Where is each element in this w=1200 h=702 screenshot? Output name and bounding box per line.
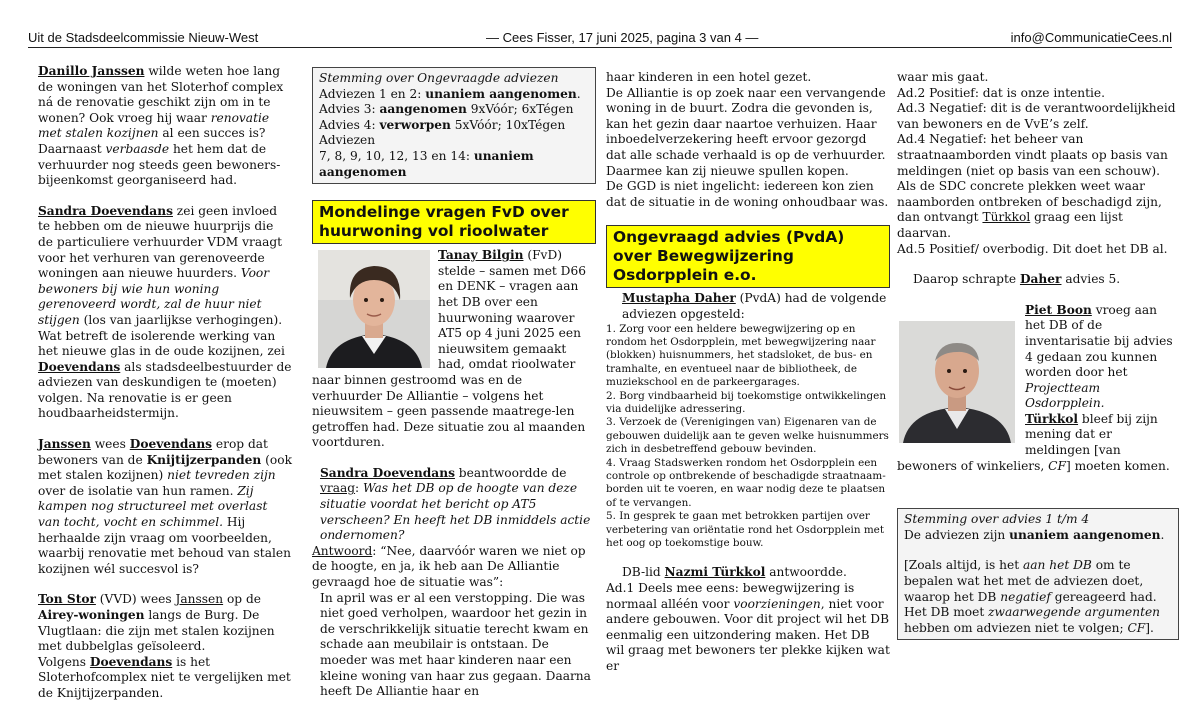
advice-item-2: 2. Borg vindbaarheid bij toekomstige ontwikkelingen via duidelijke adressering. (606, 389, 887, 415)
ad1-text: Ad.1 Deels mee eens: bewegwijzering is normaal alléén voor voorzieningen, niet voor andere gebouwen. Voor dit project wil het DB eenmalig een uitzondering maken. Het DB wil graag met bewoners ter plekke kijken wat er (606, 581, 890, 673)
vote-box-title: Stemming over Ongevraagde adviezen (319, 71, 559, 85)
column-1 (30, 64, 292, 702)
advice-item-4: 4. Vraag Stadswerken rondom het Osdorpplein een controle op ontbrekende of beschadigde straatnaam-borden uit te voeren, en waar nodig deze te plaatsen of te vervangen. (606, 456, 886, 509)
turkkol-reply: Türkkol bleef bij zijn mening dat er meldingen [van bewoners of winkeliers, CF] moeten komen. (897, 411, 1170, 473)
para-stor-airey: Ton Stor (VVD) wees Janssen op de Airey-woningen langs de Burg. De Vlugtlaan: die zijn met stalen kozijnen met dubbelglas geïsoleerd. (38, 592, 275, 654)
doevendans-answer-intro: Sandra Doevendans beantwoordde de vraag: Was het DB op de hoogte van deze situatie voordat het bericht op AT5 verscheen? En heeft het DB inmiddels actie ondernomen? (320, 465, 591, 543)
bilgin-question-text: Tanay Bilgin (FvD) stelde – samen met D66 en DENK – vragen aan het DB over een huurwoning waarover AT5 op 4 juni 2025 een nieuwsitem gemaakt had, omdat rioolwater naar binnen gestroomd was en de verhuurder De Alliantie – volgens het nieuwsitem – geen passende maatrege-len getroffen had. Deze situatie zou al maanden voortduren. (312, 248, 586, 450)
para-doevendans-compare: Volgens Doevendans is het Sloterhofcomplex niet te vergelijken met de Knijtijzerpanden. (38, 654, 291, 700)
vote-result: De adviezen zijn unaniem aangenomen. (904, 527, 1165, 542)
advice-list (606, 323, 890, 551)
fvd-question-block (312, 248, 596, 451)
section-heading-pvda: Ongevraagd advies (PvdA) over Bewegwijzering Osdorpplein e.o. (606, 225, 890, 288)
portrait-man-icon (318, 250, 430, 368)
schrapte-text: Daarop schrapte Daher advies 5. (913, 272, 1121, 287)
para-doevendans-rent: Sandra Doevendans zei geen invloed te hebben om de nieuwe huurprijs die de particuliere verhuurder VDM vraagt voor het verhuren van gerenoveerde woningen aan nieuwe huurders. Voor bewoners bij wie hun woning gerenoveerd wordt, zal de huur niet stijgen (los van jaarlijkse verhogingen). (38, 203, 283, 327)
header-author-date: — Cees Fisser, 17 juni 2025, pagina 3 van 4 — (486, 30, 759, 45)
photo-tanay-bilgin (318, 250, 430, 368)
sdc-text: Als de SDC concrete plekken weet waar naamborden ontbreken of beschadigd zijn, dan ontvangt Türkkol graag een lijst daarvan. (897, 179, 1162, 240)
editor-note: [Zoals altijd, is het aan het DB om te bepalen wat het met de adviezen doet, waarop het DB negatief gereageerd had. Het DB moet zwaarwegende argumenten hebben om adviezen niet te volgen; CF]. (904, 558, 1161, 635)
vote-line-4: Adviezen (319, 133, 376, 148)
vote-line-3: Advies 4: verworpen 5xVóór; 10xTégen (319, 117, 566, 132)
advice-item-5: 5. In gesprek te gaan met betrokken partijen over verbetering van oriëntatie rond het Osdorpplein met het oog op toekomstige bouw. (606, 510, 885, 550)
header-source: Uit de Stadsdeelcommissie Nieuw-West (28, 30, 259, 45)
vote-line-2: Advies 3: aangenomen 9xVóór; 6xTégen (319, 102, 574, 117)
piet-boon-text: Piet Boon vroeg aan het DB of de inventarisatie bij advies 4 gedaan zou kunnen worden door het Projectteam Osdorpplein. (1025, 302, 1173, 411)
photo-piet-boon (899, 321, 1015, 443)
daher-intro: Mustapha Daher (PvdA) had de volgende adviezen opgesteld: (622, 291, 887, 321)
vote-box-advies-1-4 (897, 508, 1179, 640)
vote-line-5: 7, 8, 9, 10, 12, 13 en 14: unaniem aangenomen (319, 148, 534, 179)
para-alliantie: De Alliantie is op zoek naar een vervangende woning in de buurt. Zodra die gevonden is, kan het gezin daar naartoe verhuizen. Haar inboedelverzekering heeft ervoor gezorgd dat alle schade verhaald is op de verhuurder. Daarmee kan zij nieuwe spullen kopen. (606, 85, 886, 178)
ad5-text: Ad.5 Positief/ overbodig. Dit doet het DB al. (897, 241, 1168, 256)
piet-boon-block (897, 303, 1179, 475)
portrait-man-icon (899, 321, 1015, 443)
page-header (28, 28, 1172, 48)
para-janssen-question: Danillo Janssen wilde weten hoe lang de woningen van het Sloterhof complex ná de renovatie geschikt zijn om in te wonen? Ook vroeg hij waar renovatie met stalen kozijnen al een succes is? Daarnaast verbaasde het hem dat de verhuurder nog steeds geen bewoners-bijeenkomst georganiseerd had. (38, 64, 284, 188)
column-4 (897, 70, 1179, 640)
section-heading-fvd: Mondelinge vragen FvD over huurwoning vol rioolwater (312, 200, 596, 244)
column-2 (312, 67, 596, 700)
ad2-text: Ad.2 Positief: dat is onze intentie. (897, 85, 1105, 100)
column-3 (606, 70, 890, 675)
para-hotel: haar kinderen in een hotel gezet. (606, 70, 812, 84)
para-knijtijzer: Janssen wees Doevendans erop dat bewoners van de Knijtijzerpanden (ook met stalen kozijnen) niet tevreden zijn over de isolatie van hun ramen. Zij kampen nog structureel met overlast van tocht, vocht en schimmel. Hij herhaalde zijn vraag om voorbeelden, waarbij renovatie met behoud van stalen kozijnen wél succesvol is? (38, 437, 292, 576)
advice-item-3: 3. Verzoek de (Verenigingen van) Eigenaren van de gebouwen duidelijk aan te geven welke huisnummers zich in desbetreffend gebouw bevinden. (606, 416, 889, 456)
para-mis-gaat: waar mis gaat. (897, 70, 989, 84)
doevendans-answer-detail: In april was er al een verstopping. Die was niet goed verholpen, waardoor het gezin in de verschrikkelijk situatie terecht kwam en schade aan meubilair is ontstaan. De moeder was met haar kinderen naar een kleine woning van haar zus gegaan. Daarna heeft De Alliantie haar en (320, 590, 591, 699)
header-email[interactable]: info@CommunicatieCees.nl (1010, 30, 1172, 45)
ad4-text: Ad.4 Negatief: het beheer van straatnaamborden vindt plaats op basis van meldingen (niet op basis van een schouw). (897, 132, 1168, 178)
advice-item-1: 1. Zorg voor een heldere bewegwijzering op en rondom het Osdorpplein, met bewegwijzering naar (blokken) huisnummers, het stadsloket, de bus- en tramhalte, en eventueel naar de bibliotheek, de muziekschool en de parkeergarages. (606, 322, 876, 389)
para-isolation: Wat betreft de isolerende werking van het nieuwe glas in de oude kozijnen, zei Doevendans als stadsdeelbestuurder de adviezen van deskundigen te (moeten) volgen. Na renovatie is er geen houdbaarheidstermijn. (38, 328, 292, 421)
para-ggd: De GGD is niet ingelicht: iedereen kon zien dat de situatie in de woning onhoudbaar was. (606, 179, 889, 209)
vote-line-1: Adviezen 1 en 2: unaniem aangenomen. (319, 86, 581, 101)
ad3-text: Ad.3 Negatief: dit is de verantwoordelijkheid van bewoners en de VvE’s zelf. (897, 101, 1176, 131)
doevendans-answer: Antwoord: “Nee, daarvóór waren we niet op de hoogte, en ja, ik heb aan De Alliantie gevraagd hoe de situatie was”: (312, 543, 586, 590)
db-answer-intro: DB-lid Nazmi Türkkol antwoordde. (622, 565, 847, 580)
vote-box-ongevraagde-adviezen (312, 67, 596, 184)
vote-box-title: Stemming over advies 1 t/m 4 (904, 512, 1090, 527)
